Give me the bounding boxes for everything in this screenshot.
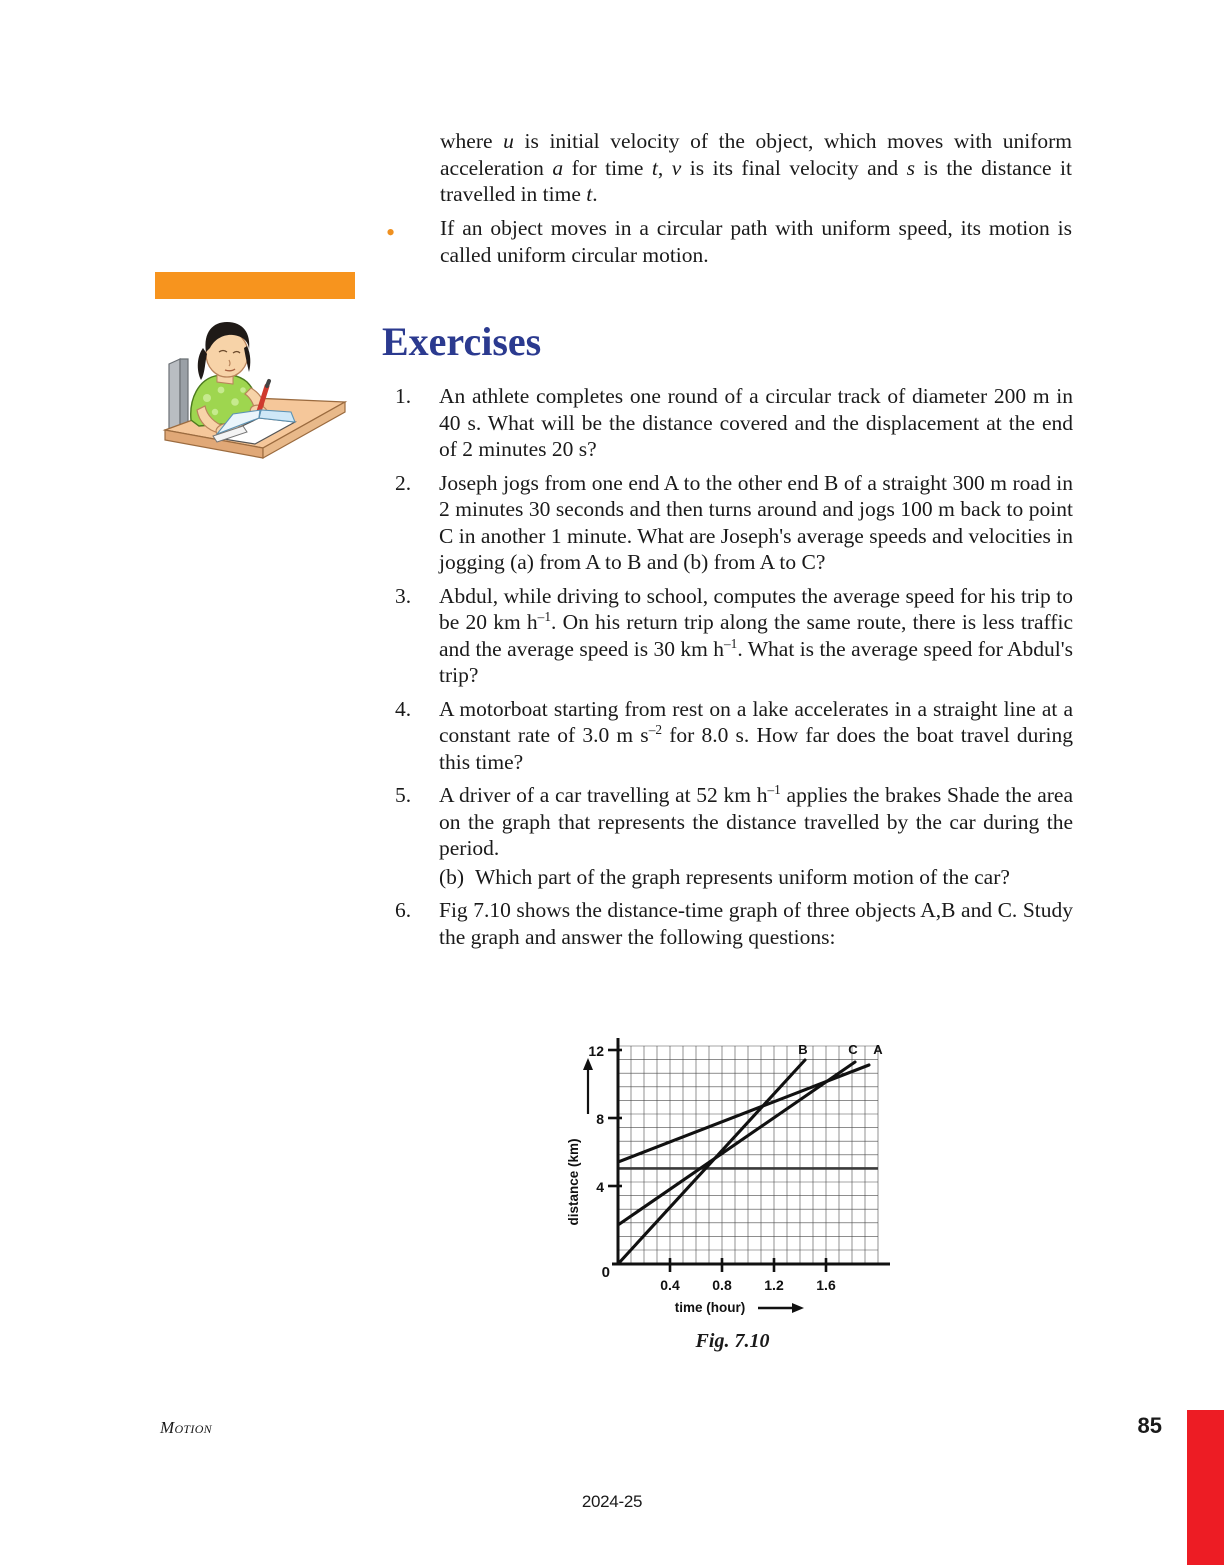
intro-text-6: , xyxy=(657,155,672,180)
intro-paragraph xyxy=(440,128,1072,208)
question-text: An athlete completes one round of a circular track of diameter 200 m in 40 s. What will be the distance covered and the displacement at the end of 2 minutes 20 s? xyxy=(439,384,1073,461)
question-item-2 xyxy=(393,470,1073,576)
question-item-4 xyxy=(393,696,1073,776)
q3-sup-b: –1 xyxy=(724,635,738,651)
footer-chapter-name: Motion xyxy=(160,1418,212,1437)
intro-text-4: for time xyxy=(563,155,652,180)
y-tick-label-8: 8 xyxy=(596,1111,604,1127)
q3-sup-a: –1 xyxy=(537,608,551,624)
x-tick-label-12: 1.2 xyxy=(764,1277,784,1293)
x-tick-label-16: 1.6 xyxy=(816,1277,836,1293)
var-v: v xyxy=(671,155,682,180)
x-axis-title: time (hour) xyxy=(674,1300,746,1315)
question-number: 5. xyxy=(395,783,412,807)
var-s: s xyxy=(906,155,915,180)
q4-text-b: for 8.0 s. How far does the boat travel during this time? xyxy=(439,723,1073,774)
x-axis-arrow-icon xyxy=(758,1303,804,1313)
footer-page-number: 85 xyxy=(1137,1413,1162,1438)
grid-minor xyxy=(618,1046,878,1264)
bullet-marker-icon: • xyxy=(386,218,396,247)
y-tick-label-12: 12 xyxy=(588,1043,604,1059)
y-axis-ticks xyxy=(608,1050,622,1186)
series-label-C: C xyxy=(848,1042,858,1057)
x-tick-label-08: 0.8 xyxy=(712,1277,732,1293)
var-u: u xyxy=(503,129,514,153)
series-label-B: B xyxy=(798,1042,808,1057)
y-tick-label-0: 0 xyxy=(601,1264,610,1281)
y-axis-title: distance (km) xyxy=(566,1138,581,1226)
var-a: a xyxy=(552,155,564,180)
footer-year: 2024-25 xyxy=(581,1492,643,1511)
footer-red-bar xyxy=(1187,1410,1224,1565)
question-5-subpart-b xyxy=(439,864,1073,891)
question-number: 4. xyxy=(395,696,412,721)
subpart-label: (b) xyxy=(439,864,465,889)
distance-time-graph xyxy=(560,1032,905,1322)
bullet-list-item xyxy=(386,215,1072,268)
y-axis-arrow-icon xyxy=(583,1058,593,1114)
var-t1: t xyxy=(651,155,658,180)
question-item-6 xyxy=(393,897,1073,950)
q5-text-b: applies the brakes Shade the area on the graph that represents the distance travelled by the car during the period. xyxy=(439,783,1073,860)
girl-writing-at-desk-illustration xyxy=(155,302,355,482)
subpart-text: Which part of the graph represents uniform motion of the car? xyxy=(475,864,1010,889)
page-title: Exercises xyxy=(382,319,542,364)
series-line-C xyxy=(618,1062,855,1225)
question-text xyxy=(439,696,1073,776)
orange-rule-bar xyxy=(155,272,355,299)
intro-text-2: is initial velocity of the object, which moves with uniform acceleration xyxy=(440,129,1072,180)
y-tick-label-4: 4 xyxy=(596,1179,604,1195)
question-item-1 xyxy=(393,383,1073,463)
question-number: 3. xyxy=(395,583,412,608)
bullet-item-text: If an object moves in a circular path with uniform speed, its motion is called uniform circular motion. xyxy=(440,216,1072,267)
question-text: Fig 7.10 shows the distance-time graph of three objects A,B and C. Study the graph and answer the following questions: xyxy=(439,898,1073,949)
q5-sup-a: –1 xyxy=(767,781,781,797)
intro-text-10: is the distance it travelled in time xyxy=(440,155,1072,206)
question-number: 2. xyxy=(395,470,412,495)
q3-text-c: . What is the average speed for Abdul's trip? xyxy=(439,636,1074,687)
intro-text-12: . xyxy=(592,182,598,206)
series-label-A: A xyxy=(873,1042,883,1057)
x-tick-label-04: 0.4 xyxy=(660,1277,680,1293)
illustration-figure xyxy=(155,272,355,482)
question-text xyxy=(439,583,1073,689)
figure-7-10 xyxy=(560,1032,905,1362)
question-text: Joseph jogs from one end A to the other end B of a straight 300 m road in 2 minutes 30 seconds and then turns around and jogs 100 m back to point C in another 1 minute. What are Joseph's average speeds and velocities in jogging (a) from A to B and (b) from A to C? xyxy=(439,470,1073,574)
var-t2: t xyxy=(586,182,593,206)
q4-sup-a: –2 xyxy=(648,721,663,737)
intro-paragraph-block xyxy=(440,128,1072,208)
q3-text-b: . On his return trip along the same route, there is less traffic and the average speed is 30 km h xyxy=(439,610,1073,661)
q5-text-a: A driver of a car travelling at 52 km h xyxy=(439,783,768,807)
question-item-5 xyxy=(393,782,1073,890)
intro-text-prefix: where xyxy=(440,129,504,153)
q3-text-a: Abdul, while driving to school, computes the average speed for his trip to be 20 km h xyxy=(439,583,1073,634)
q4-text-a: A motorboat starting from rest on a lake accelerates in a straight line at a constant rate of 3.0 m s xyxy=(439,696,1073,747)
question-item-3 xyxy=(393,583,1073,689)
exercises-question-list xyxy=(393,383,1073,957)
figure-caption: Fig. 7.10 xyxy=(695,1330,770,1352)
question-number: 6. xyxy=(395,898,412,922)
intro-text-8: is its final velocity and xyxy=(681,155,907,180)
question-text xyxy=(439,782,1073,862)
question-number: 1. xyxy=(395,384,412,408)
